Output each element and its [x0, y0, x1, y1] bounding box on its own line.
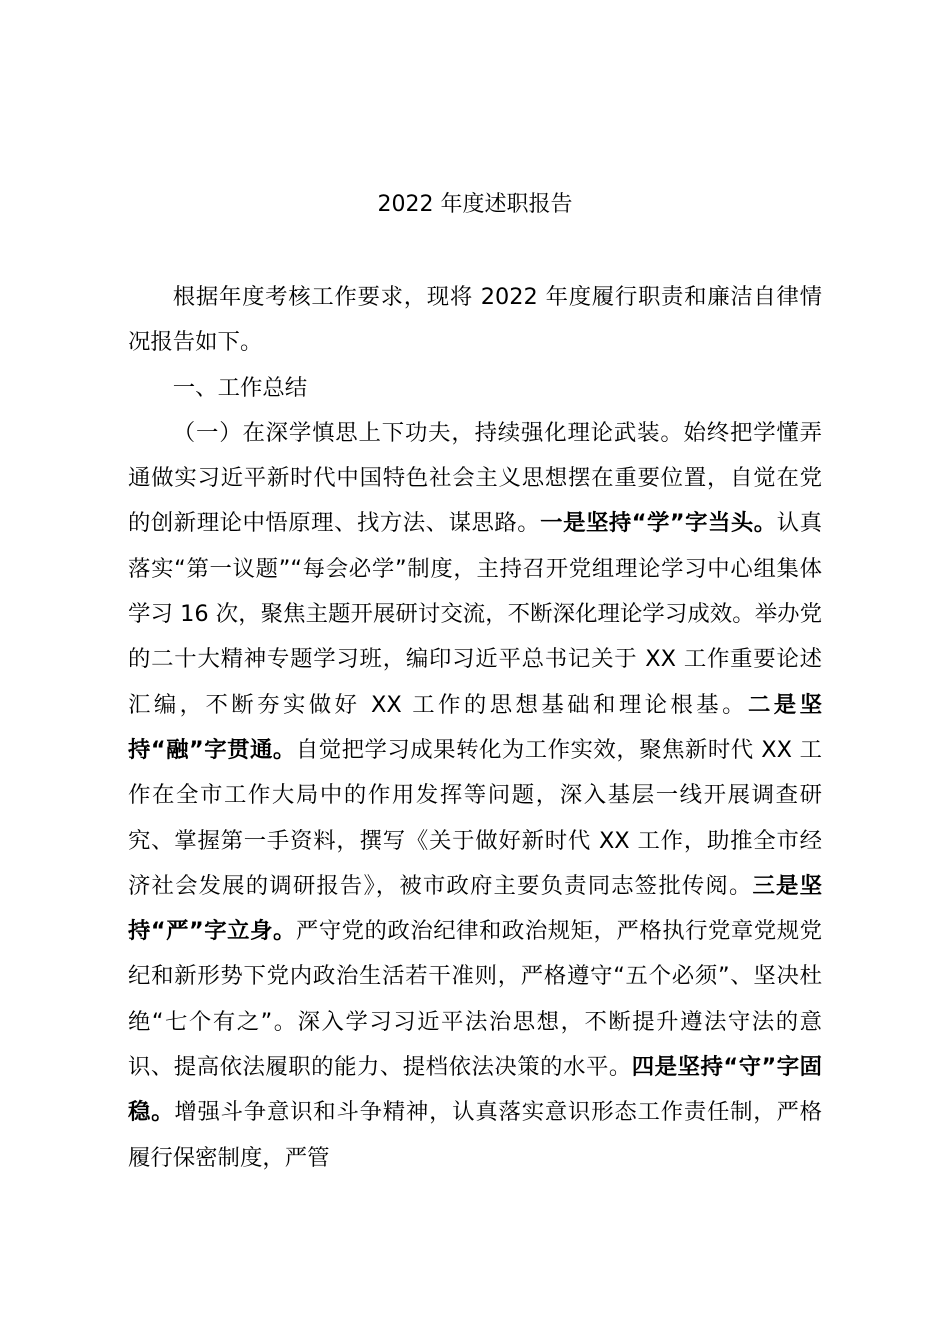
- intro-paragraph: 根据年度考核工作要求，现将 2022 年度履行职责和廉洁自律情况报告如下。: [128, 284, 822, 356]
- bold-point-3: 三是坚持“严”字立身。: [128, 872, 822, 945]
- paragraph-lead: （一）在深学慎思上下功夫，持续强化理论武装。: [172, 419, 684, 446]
- paragraph-text: 始终把学懂弄通做实习近平新时代中国特色社会主义思想摆在重要位置，自觉在党的创新理论中悟原理、找方法、谋思路。: [128, 419, 823, 537]
- paragraph-text: 认真落实“第一议题”“每会必学”制度，主持召开党组理论学习中心组集体学习 16 次，聚焦主题开展研讨交流，不断深化理论学习成效。举办党的二十大精神专题学习班，编印习近平总书记关于 XX 工作重要论述汇编，不断夯实做好 XX 工作的思想基础和理论根基。: [128, 510, 823, 718]
- document-title: 2022 年度述职报告: [377, 192, 573, 217]
- document-body: [128, 275, 822, 1181]
- paragraph-text: 自觉把学习成果转化为工作实效，聚焦新时代 XX 工作在全市工作大局中的作用发挥等问题，深入基层一线开展调查研究、掌握第一手资料，撰写《关于做好新时代 XX 工作，助推全市经济社会发展的调研报告》，被市政府主要负责同志签批传阅。: [128, 736, 822, 899]
- body-paragraph: [128, 411, 822, 1181]
- bold-point-2: 二是坚持“融”字贯通。: [128, 691, 822, 763]
- section-heading: 一、工作总结: [172, 374, 308, 401]
- paragraph-text: 增强斗争意识和斗争精神，认真落实意识形态工作责任制，严格履行保密制度，严管: [128, 1099, 823, 1171]
- bold-point-1: 一是坚持“学”字当头。: [540, 510, 777, 537]
- bold-point-4: 四是坚持“守”字固稳。: [128, 1054, 822, 1126]
- paragraph-text: 严守党的政治纪律和政治规矩，严格执行党章党规党纪和新形势下党内政治生活若干准则，严格遵守“五个必须”、坚决杜绝“七个有之”。深入学习习近平法治思想，不断提升遵法守法的意识、提高依法履职的能力、提档依法决策的水平。: [128, 918, 822, 1081]
